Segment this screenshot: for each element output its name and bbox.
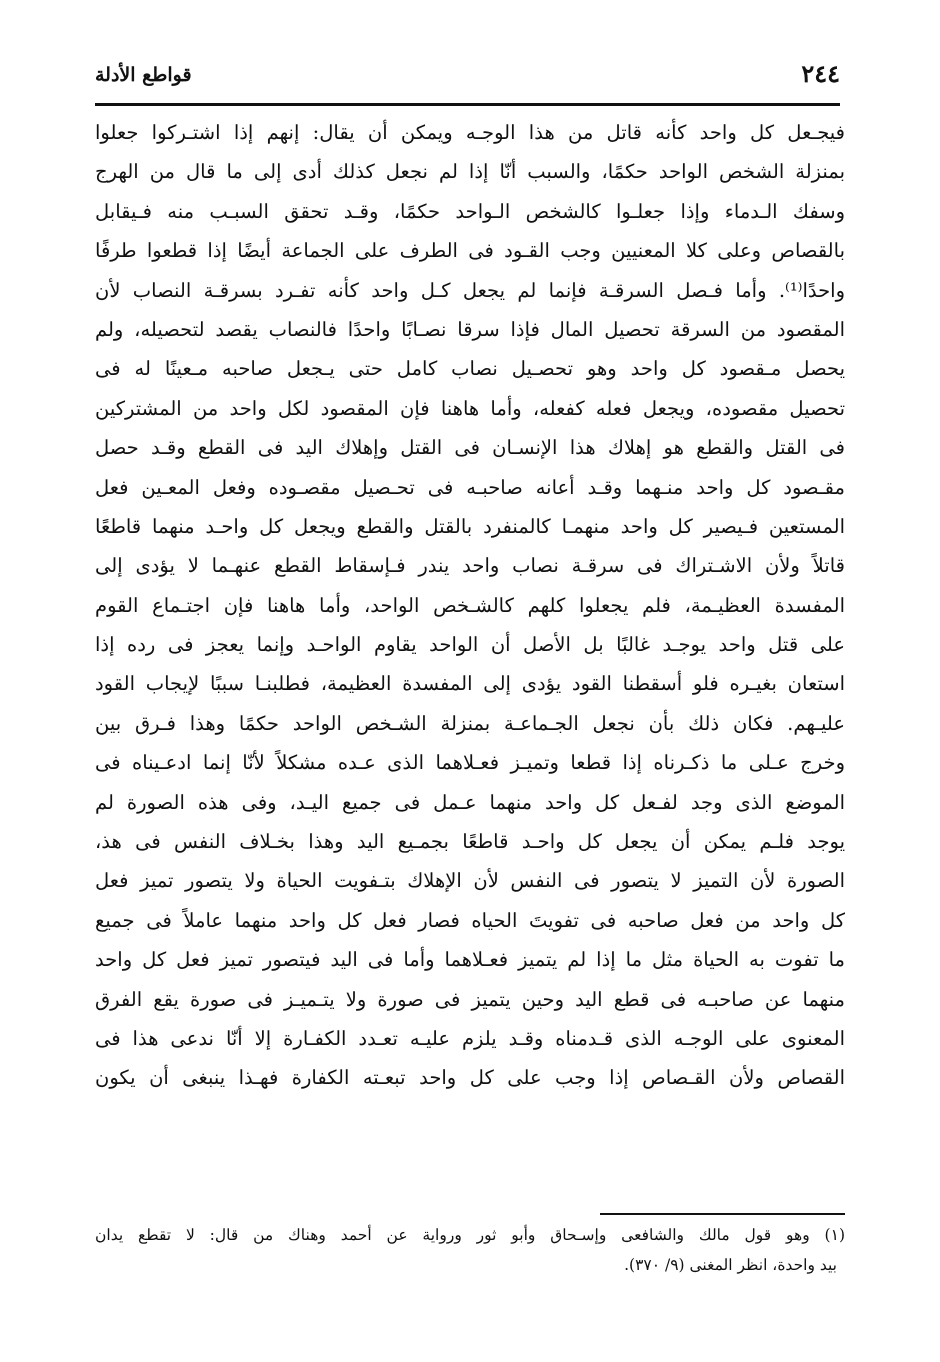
text-line: مقـصود كل واحد منـهما وقـد أعانه صاحبـه فى تحـصيل مقصـوده وفعل المعـين فعل	[95, 475, 845, 499]
running-title: قواطع الأدلة	[95, 64, 192, 86]
text-line: يحصل مـقصود كل واحد وهو تحصـيل نصاب كامل حتى يـجعل صاحبه مـعينًا له فى	[95, 357, 845, 381]
text-line: بمنزلة الشخص الواحد حكمًا، والسبب أنّا إذا لم نجعل كذلك أدى إلى ما قال من الهرج	[95, 160, 845, 184]
text-line: عليـهم. فكان ذلك بأن نجعل الجـماعـة بمنزلة الشـخص الواحد حكمًا وهذا فـرق بين	[95, 711, 845, 735]
text-line: فيجـعل كل واحد كأنه قاتل من هذا الوجـه ويمكن أن يقال: إنهم إذا اشتـركوا جعلوا	[95, 121, 845, 144]
text-line: يوجد فلـم يمكن أن يجعل كل واحـد قاطعًا بجمـيع اليد وهذا بخـلاف النفس فى هذ،	[95, 830, 845, 854]
text-line: كل واحد من فعل صاحبه فى تفويتَ الحياه فصار فعل كل واحد منهما عاملاً فى جميع	[95, 908, 845, 932]
text-line: قاتلاً ولأن الاشـتراك فى سرقـة نصاب واحد يندر فـإسقاط القطع عنهـما لا يؤدى إلى	[95, 554, 845, 578]
text-line: تحصيل مقصوده، ويجعل فعله كفعله، وأما هاهنا فإن المقصود لكل واحد من المشتركين	[95, 396, 845, 420]
footnote-line: بيد واحدة، انظر المغنى (٩/ ٣٧٠).	[624, 1256, 837, 1274]
text-line: الموضع الذى وجد لفـعل كل واحد منهما عـمل فى جميع اليـد، وفى هذه الصورة لم	[95, 790, 845, 814]
text-line: القصاص ولأن القـصاص إذا وجب على كل واحد تبعـته الكفارة فهـذا ينبغى أن يكون	[95, 1066, 845, 1090]
text-line: الصورة لأن التميز لا يتصور فى النفس لأن الإهلاك بتـفويت الحياة ولا يتصور تميز فعل	[95, 869, 845, 893]
text-line: على قتل واحد يوجـد غالبًا بل الأصل أن الواحد يقاوم الواحـد وإنما يعجز فى رده إذا	[95, 633, 845, 657]
text-line: وسفك الـدماء وإذا جعلـوا كالشخص الـواحد حكمًا، وقـد تحقق السبـب منه فـيقابل	[95, 199, 845, 223]
footnote-separator	[600, 1213, 845, 1215]
page-header	[95, 58, 840, 96]
text-line: وخرج عـلى ما ذكـرناه إذا قطعا وتميـز فعـلاهما الذى عـده مشكلاً لأنّا إنما ادعـيناه فى	[95, 751, 845, 775]
header-rule	[95, 103, 840, 106]
text-line: المعنوى على الوجـه الذى قـدمناه وقـد يلزم عليـه تعـدد الكفـارة إلا أنّا ندعى هذا فى	[95, 1026, 845, 1050]
footnote-line: (١) وهو قول مالك والشافعى وإسـحاق وأبو ثور ورواية عن أحمد وهناك من قال: لا تقطع يدان	[95, 1226, 845, 1244]
text-line: المقصود من السرقة تحصيل المال فإذا سرقا نصـابًا واحدًا فالنصاب يقصد لتحصيله، ولم	[95, 317, 845, 341]
page-number: ٢٤٤	[801, 59, 840, 88]
text-line: المستعين فـيصير كل واحد منهمـا كالمنفرد بالقتل والقطع ويجعل كل واحـد منهما قاطعًا	[95, 514, 845, 538]
text-line: استعان بغيـره فلو أسقطنا القود يؤدى إلى المفسدة العظيمة، فطلبنـا سببًا لإيجاب القود	[95, 672, 845, 696]
text-line: ما تفوت به الحياة مثل ما إذا لم يتميز فعـلاهما وأما فى اليد فيتصور تميز فعل كل واحد	[95, 948, 845, 972]
text-line: واحدًا⁽¹⁾. وأما فـصل السرقـة فإنما لم يجعل كـل واحد كأنه تفـرد بسرقـة النصاب لأن	[95, 278, 845, 302]
footnotes	[95, 1220, 845, 1280]
text-line: منهما عن صاحبـه فى قطع اليد وحين يتميز فى صورة ولا يتـميـز فى صورة يقع الفرق	[95, 987, 845, 1011]
text-line: المفسدة العظيـمة، فلم يجعلوا كلهم كالشـخص الواحد، وأما هاهنا فإن اجتـماع القوم	[95, 593, 845, 617]
text-line: بالقصاص وعلى كلا المعنيين وجب القـود فى الطرف على الجماعة أيضًا إذا قطعوا طرفًا	[95, 239, 845, 263]
main-text	[95, 113, 845, 1098]
text-line: فى القتل والقطع هو إهلاك هذا الإنسـان فى القتل وإهلاك اليد فى القطع وقـد حصل	[95, 436, 845, 460]
